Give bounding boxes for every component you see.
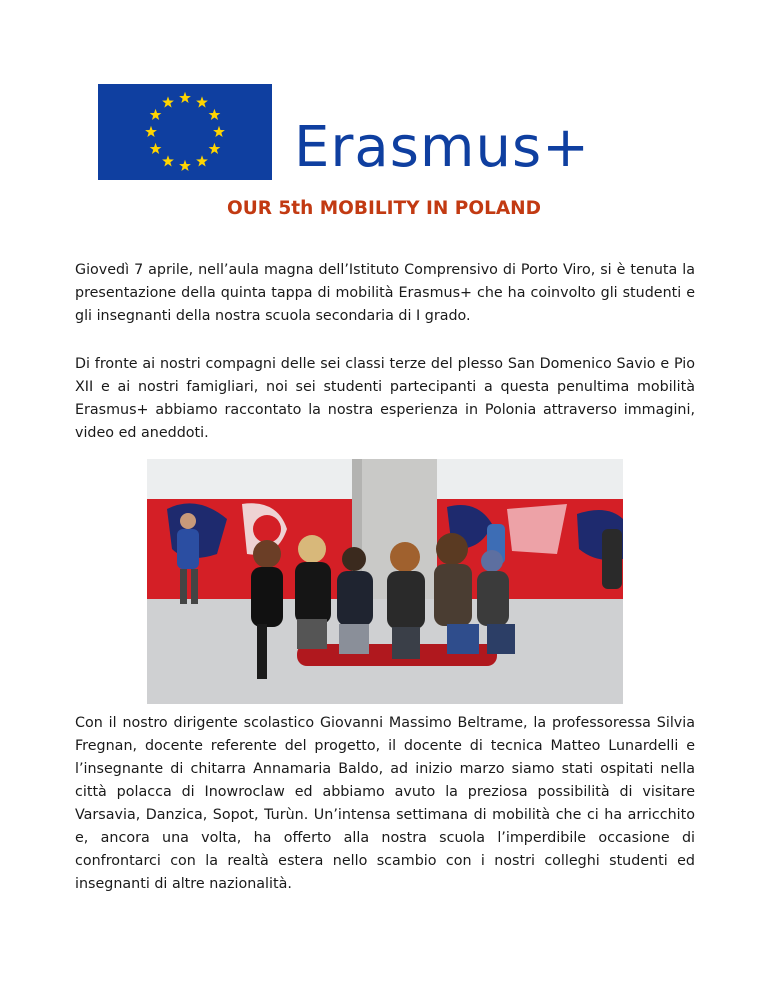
- paragraph-1: Giovedì 7 aprile, nell’aula magna dell’Istituto Comprensivo di Porto Viro, si è tenuta la presentazione della quinta tappa di mobilità Erasmus+ che ha coinvolto gli studenti e gli insegnanti della nostra scuola secondaria di I grado.: [75, 262, 695, 324]
- eu-star-icon: [179, 160, 191, 171]
- eu-stars-circle: [98, 84, 272, 180]
- eu-star-icon: [162, 96, 174, 107]
- eu-star-icon: [150, 109, 162, 120]
- eu-star-icon: [145, 126, 157, 137]
- eu-flag-icon: [98, 84, 272, 180]
- eu-star-icon: [162, 155, 174, 166]
- eu-star-icon: [209, 109, 221, 120]
- eu-star-icon: [196, 96, 208, 107]
- eu-star-icon: [213, 126, 225, 137]
- eu-star-icon: [209, 143, 221, 154]
- group-photo-illustration: [147, 459, 623, 704]
- eu-star-icon: [196, 155, 208, 166]
- page-title: OUR 5th MOBILITY IN POLAND: [226, 198, 542, 219]
- eu-star-icon: [179, 92, 191, 103]
- eu-star-icon: [150, 143, 162, 154]
- erasmus-logo-text: Erasmus+: [294, 115, 591, 180]
- erasmus-logo: [98, 84, 678, 184]
- paragraph-2: Di fronte ai nostri compagni delle sei classi terze del plesso San Domenico Savio e Pio XII e ai nostri famigliari, noi sei studenti partecipanti a questa penultima mobilità Erasmus+ abbiamo raccontato la nostra esperienza in Polonia attraverso immagini, video ed aneddoti.: [75, 356, 695, 441]
- paragraph-3: Con il nostro dirigente scolastico Giovanni Massimo Beltrame, la professoressa Silvia Fregnan, docente referente del progetto, il docente di tecnica Matteo Lunardelli e l’insegnante di chitarra Annamaria Baldo, ad inizio marzo siamo stati ospitati nella città polacca di Inowroclaw ed abbiamo avuto la preziosa possibilità di visitare Varsavia, Danzica, Sopot, Turùn. Un’intensa settimana di mobilità che ci ha arricchito e, ancora una volta, ha offerto alla nostra scuola l’imperdibile occasione di confrontarci con la realtà estera nello scambio con i nostri colleghi studenti ed insegnanti di altre nazionalità.: [75, 715, 695, 892]
- group-photo: [147, 459, 623, 704]
